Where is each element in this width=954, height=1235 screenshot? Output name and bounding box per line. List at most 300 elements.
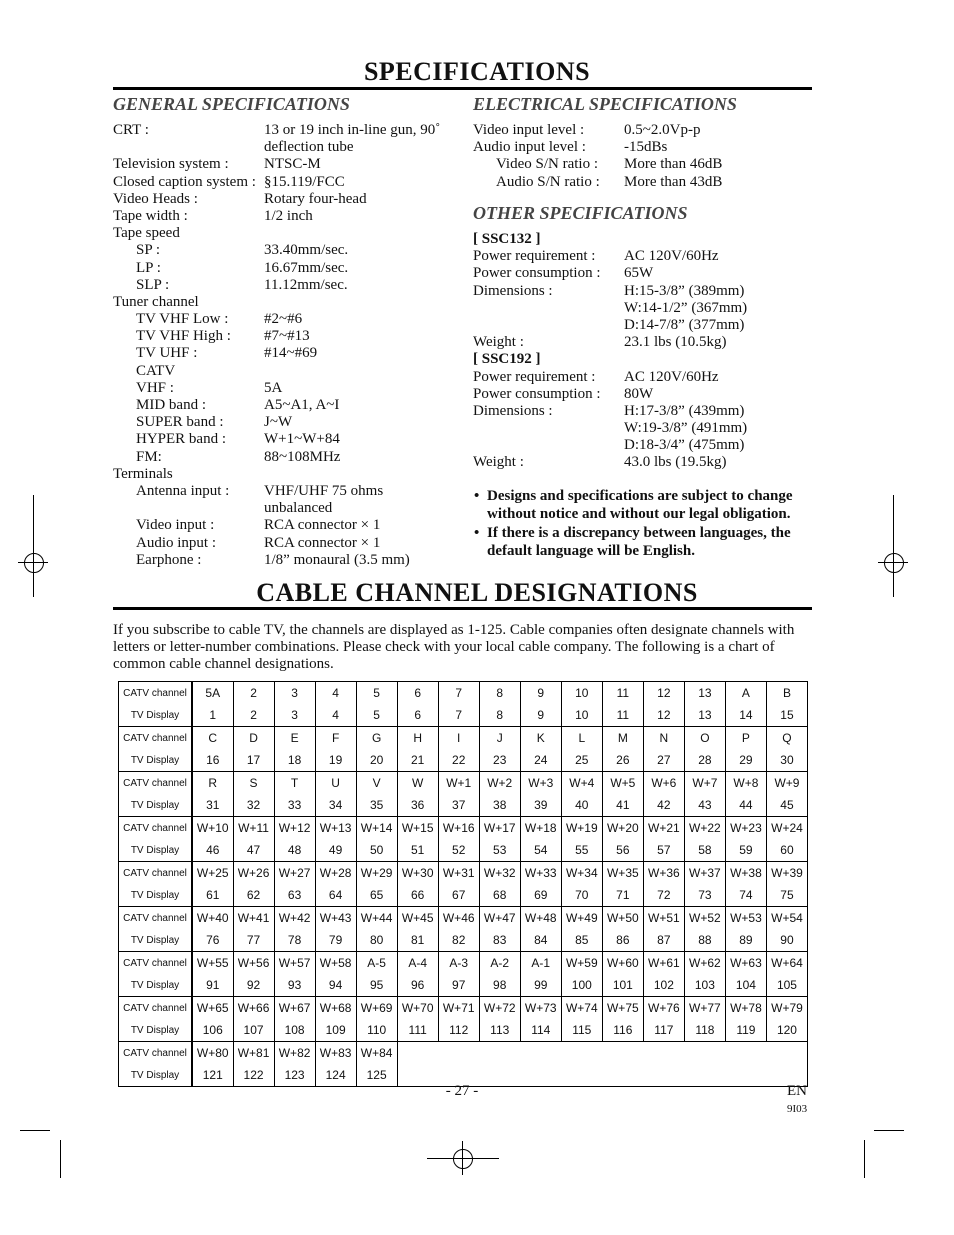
tv-cell: 8 (479, 704, 520, 727)
tv-cell: 55 (561, 839, 602, 862)
spec-label: SUPER band : (136, 414, 224, 431)
spec-row (113, 225, 458, 242)
spec-value: VHF/UHF 75 ohms (264, 482, 384, 499)
tv-cell: 52 (438, 839, 479, 862)
catv-cell: W+46 (438, 907, 479, 930)
catv-cell: R (192, 772, 233, 795)
catv-cell: W+61 (643, 952, 684, 975)
catv-cell: K (520, 727, 561, 750)
catv-cell: A (725, 682, 766, 705)
spec-label: Tape speed (113, 225, 180, 242)
catv-cell: 6 (397, 682, 438, 705)
tv-cell: 57 (643, 839, 684, 862)
catv-cell: D (233, 727, 274, 750)
tv-cell: 38 (479, 794, 520, 817)
tv-row-label: TV Display (119, 1064, 193, 1087)
catv-cell: W+63 (725, 952, 766, 975)
tv-cell: 26 (602, 749, 643, 772)
catv-cell: 3 (274, 682, 315, 705)
tv-cell: 103 (684, 974, 725, 997)
catv-cell: W+36 (643, 862, 684, 885)
catv-cell: W+42 (274, 907, 315, 930)
catv-cell: W+17 (479, 817, 520, 840)
spec-value: AC 120V/60Hz (624, 248, 719, 265)
tv-cell: 71 (602, 884, 643, 907)
spec-row (113, 345, 458, 362)
catv-cell: W+38 (725, 862, 766, 885)
tv-display-row (119, 794, 808, 817)
spec-label: SLP : (136, 276, 170, 293)
catv-cell: 5A (192, 682, 233, 705)
catv-cell: W+15 (397, 817, 438, 840)
catv-cell: W+1 (438, 772, 479, 795)
spec-value: D:14-7/8” (377mm) (624, 316, 745, 333)
spec-value: Rotary four-head (264, 190, 367, 207)
tv-cell: 102 (643, 974, 684, 997)
tv-cell: 56 (602, 839, 643, 862)
spec-label: TV UHF : (136, 345, 198, 362)
tv-cell: 35 (356, 794, 397, 817)
tv-cell: 75 (766, 884, 807, 907)
catv-cell: W+3 (520, 772, 561, 795)
note-item: • If there is a discrepancy between languages, the default language will be English. (474, 525, 812, 560)
tv-cell: 20 (356, 749, 397, 772)
spec-row (113, 260, 458, 277)
catv-cell: W+82 (274, 1042, 315, 1065)
tv-cell: 65 (356, 884, 397, 907)
tv-cell: 74 (725, 884, 766, 907)
tv-row-label: TV Display (119, 794, 193, 817)
spec-row (473, 122, 813, 139)
tv-display-row (119, 974, 808, 997)
tv-cell: 48 (274, 839, 315, 862)
tv-cell: 120 (766, 1019, 807, 1042)
spec-row (473, 283, 813, 300)
catv-cell: W+28 (315, 862, 356, 885)
catv-cell: W+60 (602, 952, 643, 975)
tv-cell: 73 (684, 884, 725, 907)
spec-label: Antenna input : (136, 482, 230, 499)
spec-value: RCA connector × 1 (264, 534, 381, 551)
tv-cell: 81 (397, 929, 438, 952)
registration-mark (453, 1149, 473, 1169)
spec-value: 1/8” monaural (3.5 mm) (264, 551, 410, 568)
tv-cell: 53 (479, 839, 520, 862)
tv-cell: 12 (643, 704, 684, 727)
tv-cell: 90 (766, 929, 807, 952)
spec-label: CATV (136, 362, 176, 379)
tv-cell: 76 (192, 929, 233, 952)
catv-cell: W+10 (192, 817, 233, 840)
catv-cell: W+68 (315, 997, 356, 1020)
spec-value: 33.40mm/sec. (264, 242, 349, 259)
tv-cell: 28 (684, 749, 725, 772)
tv-cell: 72 (643, 884, 684, 907)
tv-cell: 88 (684, 929, 725, 952)
catv-cell: W+32 (479, 862, 520, 885)
spec-row (473, 231, 813, 248)
catv-cell: W+47 (479, 907, 520, 930)
catv-cell: W+43 (315, 907, 356, 930)
tv-cell: 36 (397, 794, 438, 817)
catv-cell: W+71 (438, 997, 479, 1020)
catv-cell: W+11 (233, 817, 274, 840)
registration-mark-vline (462, 1141, 463, 1175)
catv-cell: W+54 (766, 907, 807, 930)
tv-cell: 78 (274, 929, 315, 952)
catv-cell: B (766, 682, 807, 705)
catv-cell: W+52 (684, 907, 725, 930)
catv-cell: A-1 (520, 952, 561, 975)
catv-row-label: CATV channel (119, 862, 193, 885)
catv-cell: W+64 (766, 952, 807, 975)
catv-cell: A-4 (397, 952, 438, 975)
catv-cell: S (233, 772, 274, 795)
electrical-specs-heading: ELECTRICAL SPECIFICATIONS (473, 94, 737, 114)
tv-cell: 62 (233, 884, 274, 907)
catv-cell: F (315, 727, 356, 750)
title-rule-top (113, 87, 812, 90)
tv-cell: 29 (725, 749, 766, 772)
tv-cell: 107 (233, 1019, 274, 1042)
catv-cell: W (397, 772, 438, 795)
catv-cell: V (356, 772, 397, 795)
spec-row (473, 174, 813, 191)
tv-cell: 117 (643, 1019, 684, 1042)
spec-label: FM: (136, 448, 162, 465)
spec-row (473, 139, 813, 156)
spec-value: #7~#13 (264, 328, 310, 345)
catv-cell: W+26 (233, 862, 274, 885)
spec-value: 23.1 lbs (10.5kg) (624, 334, 727, 351)
spec-value: W:14-1/2” (367mm) (624, 299, 748, 316)
catv-cell: W+62 (684, 952, 725, 975)
spec-value: AC 120V/60Hz (624, 368, 719, 385)
catv-cell: G (356, 727, 397, 750)
tv-cell: 87 (643, 929, 684, 952)
tv-cell: 101 (602, 974, 643, 997)
catv-row (119, 907, 808, 930)
spec-value: 80W (624, 385, 654, 402)
catv-cell: W+9 (766, 772, 807, 795)
catv-cell: A-3 (438, 952, 479, 975)
tv-cell: 13 (684, 704, 725, 727)
spec-row (113, 242, 458, 259)
catv-row-label: CATV channel (119, 772, 193, 795)
catv-cell: W+22 (684, 817, 725, 840)
catv-cell: Q (766, 727, 807, 750)
catv-cell: 9 (520, 682, 561, 705)
tv-cell: 60 (766, 839, 807, 862)
tv-cell: 31 (192, 794, 233, 817)
spec-label: Weight : (473, 454, 524, 471)
tv-cell: 100 (561, 974, 602, 997)
spec-row (113, 552, 458, 569)
catv-cell: W+53 (725, 907, 766, 930)
spec-label: TV VHF High : (136, 328, 231, 345)
spec-value: #2~#6 (264, 311, 303, 328)
spec-value: 65W (624, 265, 654, 282)
spec-label: Video Heads : (113, 190, 198, 207)
spec-value: #14~#69 (264, 345, 318, 362)
spec-value: unbalanced (264, 500, 333, 517)
tv-cell: 61 (192, 884, 233, 907)
tv-cell: 116 (602, 1019, 643, 1042)
spec-label: Video input level : (473, 122, 585, 138)
catv-cell: W+37 (684, 862, 725, 885)
spec-label: Television system : (113, 156, 229, 173)
spec-label: LP : (136, 259, 161, 276)
catv-cell: I (438, 727, 479, 750)
tv-cell: 95 (356, 974, 397, 997)
cable-channel-table (118, 681, 808, 1087)
catv-cell: 5 (356, 682, 397, 705)
tv-cell: 11 (602, 704, 643, 727)
tv-cell: 23 (479, 749, 520, 772)
catv-cell: W+70 (397, 997, 438, 1020)
catv-cell: W+81 (233, 1042, 274, 1065)
tv-cell: 91 (192, 974, 233, 997)
tv-cell: 21 (397, 749, 438, 772)
spec-label: SP : (136, 242, 161, 259)
catv-cell: W+79 (766, 997, 807, 1020)
catv-row (119, 952, 808, 975)
crop-mark (20, 1130, 50, 1131)
language-code: EN (787, 1083, 807, 1099)
tv-cell: 10 (561, 704, 602, 727)
spec-value: 13 or 19 inch in-line gun, 90˚ (264, 122, 441, 138)
tv-cell: 1 (192, 704, 233, 727)
spec-row (113, 156, 458, 173)
spec-label: Power consumption : (473, 385, 601, 402)
tv-cell: 119 (725, 1019, 766, 1042)
catv-row (119, 997, 808, 1020)
tv-cell: 32 (233, 794, 274, 817)
tv-cell: 59 (725, 839, 766, 862)
catv-cell: W+65 (192, 997, 233, 1020)
spec-label: MID band : (136, 397, 206, 413)
empty-cell (397, 1042, 807, 1087)
spec-label: Power consumption : (473, 265, 601, 282)
tv-cell: 98 (479, 974, 520, 997)
tv-cell: 34 (315, 794, 356, 817)
catv-cell: W+83 (315, 1042, 356, 1065)
tv-row-label: TV Display (119, 1019, 193, 1042)
catv-cell: W+21 (643, 817, 684, 840)
spec-value: 5A (264, 379, 283, 396)
tv-cell: 105 (766, 974, 807, 997)
spec-value: More than 43dB (624, 173, 723, 190)
spec-label: Tape width : (113, 207, 188, 224)
title-rule-bottom (113, 607, 812, 610)
spec-label: Closed caption system : (113, 173, 256, 190)
catv-cell: W+23 (725, 817, 766, 840)
tv-cell: 22 (438, 749, 479, 772)
catv-cell: N (643, 727, 684, 750)
electrical-specs-list (473, 122, 813, 191)
tv-cell: 89 (725, 929, 766, 952)
catv-cell: W+67 (274, 997, 315, 1020)
spec-label: Audio input : (136, 534, 217, 551)
tv-cell: 3 (274, 704, 315, 727)
tv-cell: 39 (520, 794, 561, 817)
tv-cell: 15 (766, 704, 807, 727)
cable-title: CABLE CHANNEL DESIGNATIONS (256, 578, 698, 607)
tv-cell: 93 (274, 974, 315, 997)
tv-cell: 109 (315, 1019, 356, 1042)
tv-cell: 79 (315, 929, 356, 952)
tv-cell: 111 (397, 1019, 438, 1042)
catv-row-label: CATV channel (119, 907, 193, 930)
spec-row (113, 174, 458, 191)
notes-list (474, 488, 812, 562)
catv-row-label: CATV channel (119, 1042, 193, 1065)
catv-cell: W+45 (397, 907, 438, 930)
catv-row (119, 817, 808, 840)
catv-cell: W+16 (438, 817, 479, 840)
catv-cell: W+8 (725, 772, 766, 795)
catv-cell: W+2 (479, 772, 520, 795)
catv-cell: W+19 (561, 817, 602, 840)
catv-cell: 8 (479, 682, 520, 705)
spec-row (473, 248, 813, 265)
catv-cell: W+74 (561, 997, 602, 1020)
page-number: - 27 - (445, 1083, 479, 1099)
tv-cell: 113 (479, 1019, 520, 1042)
catv-cell: O (684, 727, 725, 750)
spec-value: -15dBs (624, 139, 668, 156)
catv-cell: W+49 (561, 907, 602, 930)
tv-cell: 97 (438, 974, 479, 997)
spec-row (113, 431, 458, 448)
model-heading: [ SSC192 ] (473, 351, 541, 368)
tv-cell: 69 (520, 884, 561, 907)
tv-cell: 67 (438, 884, 479, 907)
tv-cell: 4 (315, 704, 356, 727)
catv-cell: 2 (233, 682, 274, 705)
spec-value: 43.0 lbs (19.5kg) (624, 454, 727, 471)
other-specs-list (473, 231, 813, 472)
catv-cell: A-2 (479, 952, 520, 975)
catv-cell: W+73 (520, 997, 561, 1020)
tv-cell: 82 (438, 929, 479, 952)
spec-row (113, 208, 458, 225)
tv-display-row (119, 1019, 808, 1042)
spec-row (113, 380, 458, 397)
spec-label: Power requirement : (473, 368, 596, 385)
spec-value: A5~A1, A~I (264, 397, 340, 413)
tv-cell: 94 (315, 974, 356, 997)
spec-row (113, 483, 458, 500)
catv-cell: U (315, 772, 356, 795)
tv-cell: 125 (356, 1064, 397, 1087)
spec-label: Earphone : (136, 551, 202, 568)
tv-cell: 7 (438, 704, 479, 727)
catv-cell: W+35 (602, 862, 643, 885)
tv-row-label: TV Display (119, 884, 193, 907)
general-specs-heading: GENERAL SPECIFICATIONS (113, 94, 350, 114)
spec-value: 16.67mm/sec. (264, 259, 349, 276)
tv-cell: 54 (520, 839, 561, 862)
spec-row (473, 317, 813, 334)
catv-cell: W+5 (602, 772, 643, 795)
spec-row (113, 363, 458, 380)
tv-cell: 25 (561, 749, 602, 772)
catv-cell: 13 (684, 682, 725, 705)
tv-row-label: TV Display (119, 974, 193, 997)
cable-intro: If you subscribe to cable TV, the channels are displayed as 1-125. Cable companies often designate channels with letters or letter-number combinations. Please check with your local cable company. The following is a chart of common cable channel designations. (113, 622, 795, 672)
spec-value: More than 46dB (624, 156, 723, 173)
registration-mark-hline (18, 562, 48, 563)
catv-cell: H (397, 727, 438, 750)
spec-row (113, 414, 458, 431)
spec-value: H:15-3/8” (389mm) (624, 282, 745, 299)
tv-cell: 80 (356, 929, 397, 952)
spec-row (473, 403, 813, 420)
spec-row (473, 454, 813, 471)
spec-label: CRT : (113, 122, 149, 138)
catv-cell: W+24 (766, 817, 807, 840)
registration-mark-vline (893, 495, 894, 597)
catv-cell: L (561, 727, 602, 750)
tv-cell: 77 (233, 929, 274, 952)
registration-mark (24, 553, 44, 573)
tv-cell: 121 (192, 1064, 233, 1087)
other-specs-heading: OTHER SPECIFICATIONS (473, 203, 688, 223)
tv-cell: 64 (315, 884, 356, 907)
catv-cell: W+66 (233, 997, 274, 1020)
tv-cell: 99 (520, 974, 561, 997)
catv-cell: W+34 (561, 862, 602, 885)
spec-value: NTSC-M (264, 156, 321, 173)
spec-row (473, 369, 813, 386)
catv-cell: W+12 (274, 817, 315, 840)
spec-row (113, 397, 458, 414)
spec-row (113, 191, 458, 208)
spec-row (113, 328, 458, 345)
tv-display-row (119, 749, 808, 772)
spec-row (473, 300, 813, 317)
catv-row-label: CATV channel (119, 727, 193, 750)
catv-cell: W+76 (643, 997, 684, 1020)
tv-cell: 124 (315, 1064, 356, 1087)
tv-cell: 123 (274, 1064, 315, 1087)
tv-cell: 122 (233, 1064, 274, 1087)
spec-value: deflection tube (264, 139, 354, 156)
catv-cell: W+72 (479, 997, 520, 1020)
catv-row (119, 682, 808, 705)
catv-cell: W+44 (356, 907, 397, 930)
tv-row-label: TV Display (119, 839, 193, 862)
spec-row (473, 156, 813, 173)
spec-label: Audio S/N ratio : (496, 173, 600, 190)
tv-cell: 33 (274, 794, 315, 817)
tv-cell: 19 (315, 749, 356, 772)
document-code: 9I03 (787, 1103, 808, 1115)
spec-label: VHF : (136, 379, 174, 396)
tv-cell: 5 (356, 704, 397, 727)
tv-cell: 106 (192, 1019, 233, 1042)
catv-cell: W+29 (356, 862, 397, 885)
spec-value: 88~108MHz (264, 448, 341, 465)
tv-cell: 50 (356, 839, 397, 862)
catv-cell: W+55 (192, 952, 233, 975)
spec-value: J~W (264, 414, 293, 431)
crop-mark (874, 1130, 904, 1131)
spec-row (113, 139, 458, 156)
tv-row-label: TV Display (119, 704, 193, 727)
spec-value: RCA connector × 1 (264, 517, 381, 534)
